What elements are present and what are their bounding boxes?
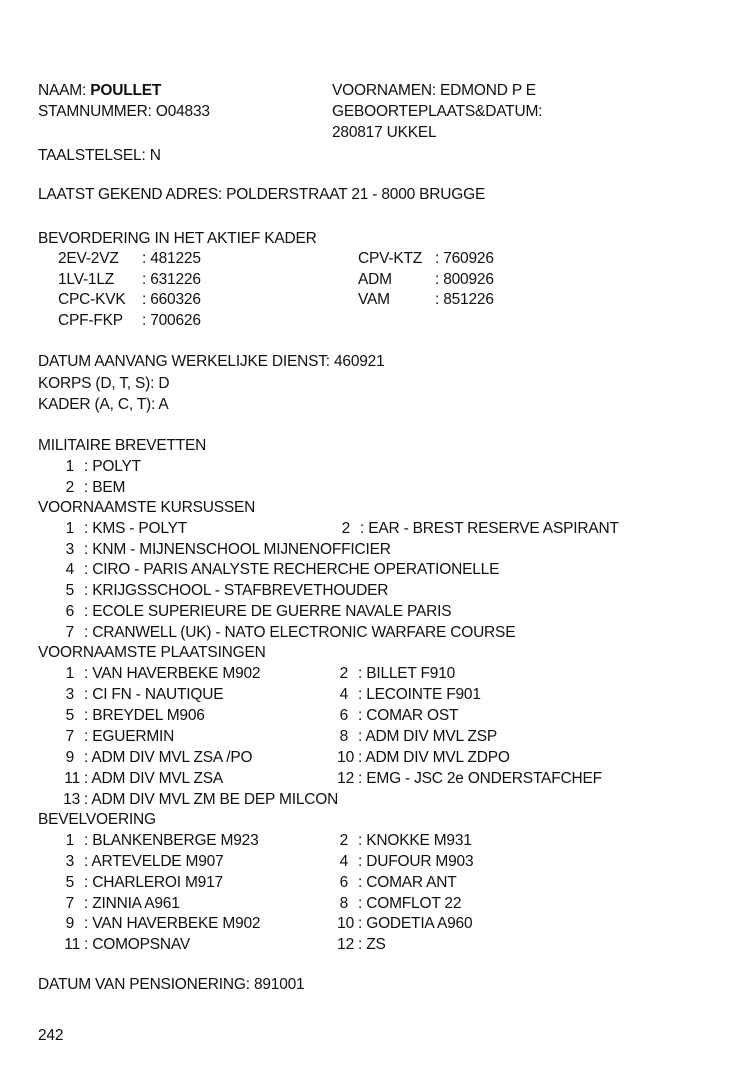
list-number: 5: [65, 707, 74, 724]
list-item: : EMG - JSC 2e ONDERSTAFCHEF: [358, 770, 602, 787]
promotion-rank: VAM: [358, 291, 390, 308]
promotion-rank: CPV-KTZ: [358, 250, 423, 267]
page-number: 242: [38, 1027, 64, 1044]
list-number: 7: [65, 895, 74, 912]
promotion-rank: CPC-KVK: [58, 291, 126, 308]
promotion-rank: ADM: [358, 271, 392, 288]
list-number: 8: [339, 895, 348, 912]
list-item: : KMS - POLYT: [84, 520, 188, 537]
list-item: : ADM DIV MVL ZDPO: [358, 749, 510, 766]
list-number: 2: [339, 665, 348, 682]
list-number: 12: [337, 936, 354, 953]
list-number: 3: [65, 686, 74, 703]
promotion-date: : 631226: [142, 271, 201, 288]
list-number: 6: [339, 874, 348, 891]
birth-value: 280817 UKKEL: [332, 124, 437, 141]
list-item: : ZINNIA A961: [84, 895, 180, 912]
list-item: : EAR - BREST RESERVE ASPIRANT: [360, 520, 619, 537]
list-item: : ZS: [358, 936, 386, 953]
list-item: : ADM DIV MVL ZSA: [84, 770, 223, 787]
list-number: 9: [65, 915, 74, 932]
address: LAATST GEKEND ADRES: POLDERSTRAAT 21 - 8000 BRUGGE: [38, 186, 486, 203]
promotion-title: BEVORDERING IN HET AKTIEF KADER: [38, 230, 317, 247]
list-number: 1: [65, 665, 74, 682]
list-number: 12: [337, 770, 354, 787]
retirement-date: DATUM VAN PENSIONERING: 891001: [38, 976, 305, 993]
list-item: : VAN HAVERBEKE M902: [84, 665, 261, 682]
cadre: KADER (A, C, T): A: [38, 396, 169, 413]
command-title: BEVELVOERING: [38, 811, 156, 828]
list-number: 11: [64, 770, 80, 787]
list-item: : CI FN - NAUTIQUE: [84, 686, 224, 703]
list-item: : LECOINTE F901: [358, 686, 481, 703]
service-start: DATUM AANVANG WERKELIJKE DIENST: 460921: [38, 353, 385, 370]
list-number: 1: [65, 832, 74, 849]
list-number: 5: [65, 874, 74, 891]
list-item: : BILLET F910: [358, 665, 456, 682]
list-number: 6: [65, 603, 74, 620]
list-number: 2: [65, 479, 74, 496]
list-item: : KRIJGSSCHOOL - STAFBREVETHOUDER: [84, 582, 389, 599]
promotion-date: : 760926: [435, 250, 494, 267]
list-number: 9: [65, 749, 74, 766]
list-number: 4: [339, 853, 348, 870]
list-item: : CRANWELL (UK) - NATO ELECTRONIC WARFARE COURSE: [84, 624, 516, 641]
list-number: 2: [339, 832, 348, 849]
list-item: : KNM - MIJNENSCHOOL MIJNENOFFICIER: [84, 541, 391, 558]
corps: KORPS (D, T, S): D: [38, 375, 170, 392]
list-item: : ARTEVELDE M907: [84, 853, 224, 870]
list-item: : VAN HAVERBEKE M902: [84, 915, 261, 932]
list-item: : POLYT: [84, 458, 141, 475]
list-item: : BREYDEL M906: [84, 707, 205, 724]
list-item: : DUFOUR M903: [358, 853, 474, 870]
list-number: 13: [63, 791, 80, 808]
list-number: 3: [65, 541, 74, 558]
list-item: : KNOKKE M931: [358, 832, 472, 849]
promotion-date: : 800926: [435, 271, 494, 288]
list-item: : BEM: [84, 479, 126, 496]
name-line: [38, 81, 161, 100]
list-item: : ADM DIV MVL ZM BE DEP MILCON: [84, 791, 339, 808]
list-number: 7: [65, 728, 74, 745]
promotion-date: : 700626: [142, 312, 201, 329]
list-item: : CHARLEROI M917: [84, 874, 223, 891]
taalstelsel: TAALSTELSEL: N: [38, 147, 161, 164]
name-label: NAAM:: [38, 82, 87, 99]
list-item: : CIRO - PARIS ANALYSTE RECHERCHE OPERATIONELLE: [84, 561, 500, 578]
list-number: 10: [337, 915, 354, 932]
promotion-date: : 851226: [435, 291, 494, 308]
list-item: : GODETIA A960: [358, 915, 473, 932]
list-item: : COMAR ANT: [358, 874, 457, 891]
list-number: 1: [65, 520, 74, 537]
list-number: 1: [65, 458, 74, 475]
stamnummer: STAMNUMMER: O04833: [38, 103, 210, 120]
postings-title: VOORNAAMSTE PLAATSINGEN: [38, 644, 266, 661]
list-item: : COMAR OST: [358, 707, 459, 724]
list-number: 7: [65, 624, 74, 641]
promotion-rank: 1LV-1LZ: [58, 271, 115, 288]
list-number: 8: [339, 728, 348, 745]
voornamen: VOORNAMEN: EDMOND P E: [332, 82, 536, 99]
list-number: 5: [65, 582, 74, 599]
list-number: 11: [64, 936, 80, 953]
list-number: 4: [65, 561, 74, 578]
list-number: 2: [341, 520, 350, 537]
list-item: : COMOPSNAV: [84, 936, 191, 953]
list-item: : ECOLE SUPERIEURE DE GUERRE NAVALE PARIS: [84, 603, 452, 620]
list-item: : ADM DIV MVL ZSP: [358, 728, 497, 745]
list-item: : EGUERMIN: [84, 728, 175, 745]
promotion-date: : 481225: [142, 250, 201, 267]
courses-title: VOORNAAMSTE KURSUSSEN: [38, 499, 256, 516]
promotion-date: : 660326: [142, 291, 201, 308]
list-item: : ADM DIV MVL ZSA /PO: [84, 749, 253, 766]
brevets-title: MILITAIRE BREVETTEN: [38, 437, 207, 454]
list-number: 10: [337, 749, 354, 766]
list-number: 4: [339, 686, 348, 703]
list-number: 6: [339, 707, 348, 724]
promotion-rank: CPF-FKP: [58, 312, 123, 329]
list-item: : BLANKENBERGE M923: [84, 832, 259, 849]
promotion-rank: 2EV-2VZ: [58, 250, 119, 267]
list-item: : COMFLOT 22: [358, 895, 462, 912]
name-value: POULLET: [90, 82, 162, 99]
birth-label: GEBOORTEPLAATS&DATUM:: [332, 103, 543, 120]
list-number: 3: [65, 853, 74, 870]
